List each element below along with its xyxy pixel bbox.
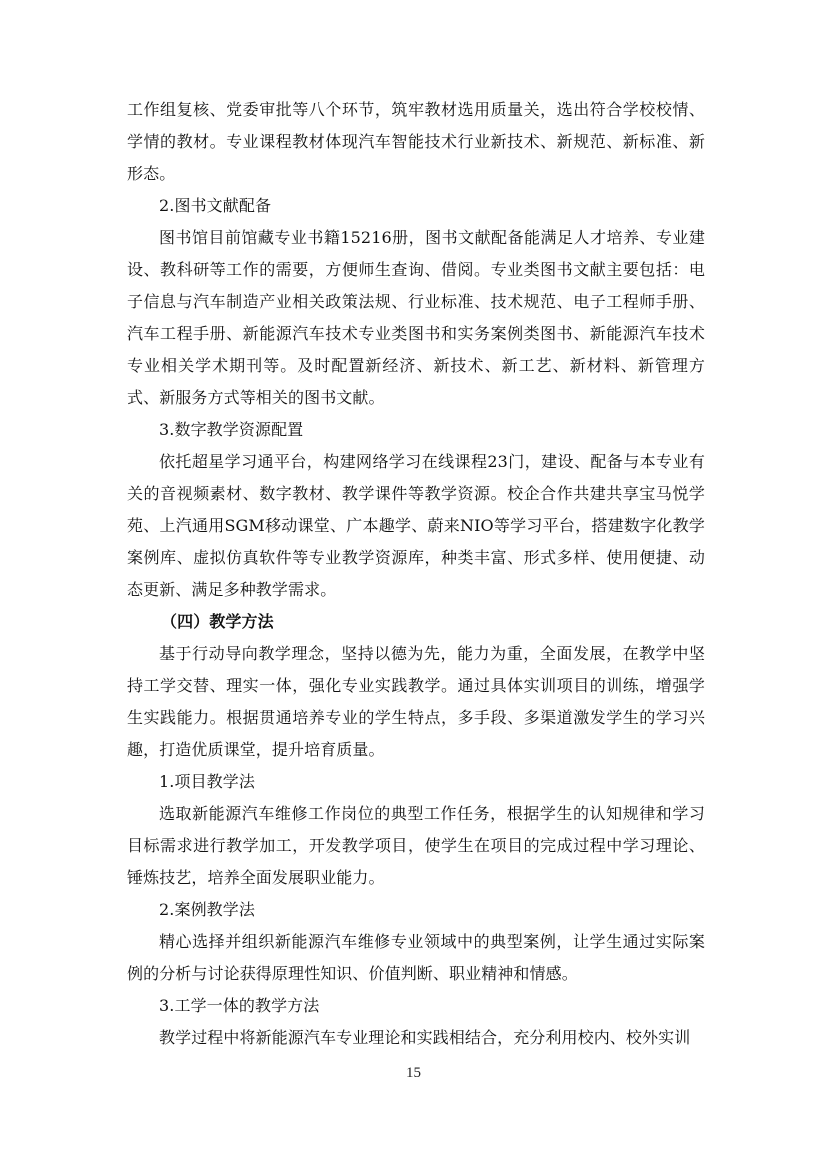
page-number: 15 <box>406 1065 421 1081</box>
paragraph-integrated-method: 教学过程中将新能源汽车专业理论和实践相结合，充分利用校内、校外实训 <box>159 1028 691 1047</box>
paragraph-case-method: 精心选择并组织新能源汽车维修专业领域中的典型案例，让学生通过实际案例的分析与讨论获得原理性知识、价值判断、职业精神和情感。 <box>127 932 705 983</box>
heading-digital-resources: 3.数字教学资源配置 <box>159 420 304 439</box>
paragraph-digital-resources: 依托超星学习通平台，构建网络学习在线课程23门，建设、配备与本专业有关的音视频素材、数字教材、教学课件等教学资源。校企合作共建共享宝马悦学苑、上汽通用SGM移动课堂、广本趣学、蔚来NIO等学习平台，搭建数字化教学案例库、虚拟仿真软件等专业教学资源库，种类丰富、形式多样、使用便捷、动态更新、满足多种教学需求。 <box>127 452 705 599</box>
paragraph-project-method: 选取新能源汽车维修工作岗位的典型工作任务，根据学生的认知规律和学习目标需求进行教学加工，开发教学项目，使学生在项目的完成过程中学习理论、锤炼技艺，培养全面发展职业能力。 <box>127 804 705 887</box>
heading-library-resources: 2.图书文献配备 <box>159 196 272 215</box>
heading-integrated-method: 3.工学一体的教学方法 <box>159 996 320 1015</box>
paragraph-textbook-selection: 工作组复核、党委审批等八个环节，筑牢教材选用质量关，选出符合学校校情、学情的教材。专业课程教材体现汽车智能技术行业新技术、新规范、新标准、新形态。 <box>127 100 705 183</box>
section-heading-teaching-methods: （四）教学方法 <box>161 612 274 631</box>
heading-project-method: 1.项目教学法 <box>159 772 255 791</box>
heading-case-method: 2.案例教学法 <box>159 900 255 919</box>
paragraph-teaching-methods: 基于行动导向教学理念，坚持以德为先，能力为重，全面发展，在教学中坚持工学交替、理实一体，强化专业实践教学。通过具体实训项目的训练，增强学生实践能力。根据贯通培养专业的学生特点，多手段、多渠道激发学生的学习兴趣，打造优质课堂，提升培育质量。 <box>127 644 705 759</box>
paragraph-library-resources: 图书馆目前馆藏专业书籍15216册，图书文献配备能满足人才培养、专业建设、教科研等工作的需要，方便师生查询、借阅。专业类图书文献主要包括：电子信息与汽车制造产业相关政策法规、行业标准、技术规范、电子工程师手册、汽车工程手册、新能源汽车技术专业类图书和实务案例类图书、新能源汽车技术专业相关学术期刊等。及时配置新经济、新技术、新工艺、新材料、新管理方式、新服务方式等相关的图书文献。 <box>127 228 705 407</box>
page-body <box>127 94 705 1054</box>
